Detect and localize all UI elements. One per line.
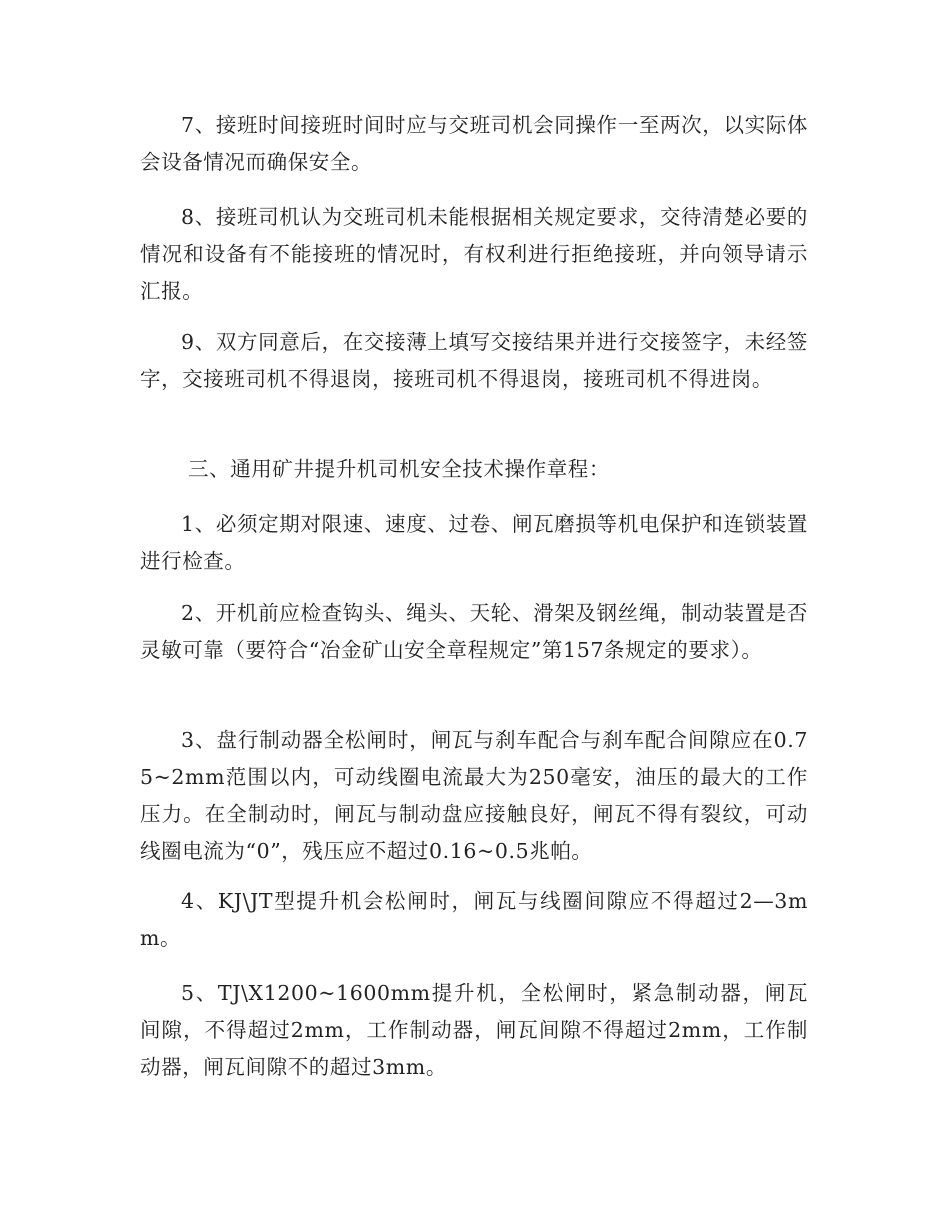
paragraph-item-4: 4、KJ\JT型提升机会松闸时，闸瓦与线圈间隙应不得超过2—3mm。 bbox=[140, 889, 808, 950]
paragraph-item-2: 2、开机前应检查钩头、绳头、天轮、滑架及钢丝绳，制动装置是否灵敏可靠（要符合“冶金矿山安全章程规定”第157条规定的要求）。 bbox=[140, 601, 808, 662]
paragraph-item-5: 5、TJ\X1200~1600mm提升机，全松闸时，紧急制动器，闸瓦间隙，不得超过2mm，工作制动器，闸瓦间隙不得超过2mm，工作制动器，闸瓦间隙不的超过3mm。 bbox=[140, 981, 808, 1079]
section-heading: 三、通用矿井提升机司机安全技术操作章程： bbox=[188, 457, 610, 481]
paragraph-item-1: 1、必须定期对限速、速度、过卷、闸瓦磨损等机电保护和连锁装置进行检查。 bbox=[140, 512, 808, 573]
paragraph-item-3: 3、盘行制动器全松闸时，闸瓦与刹车配合与刹车配合间隙应在0.75~2mm范围以内，可动线圈电流最大为250毫安，油压的最大的工作压力。在全制动时，闸瓦与制动盘应接触良好，闸瓦不得有裂纹，可动线圈电流为“0”，残压应不超过0.16~0.5兆帕。 bbox=[140, 728, 808, 863]
paragraph-item-7: 7、接班时间接班时间时应与交班司机会同操作一至两次，以实际体会设备情况而确保安全。 bbox=[140, 113, 808, 174]
paragraph-item-9: 9、双方同意后，在交接薄上填写交接结果并进行交接签字，未经签字，交接班司机不得退岗，接班司机不得退岗，接班司机不得进岗。 bbox=[140, 330, 808, 391]
paragraph-item-8: 8、接班司机认为交班司机未能根据相关规定要求，交待清楚必要的情况和设备有不能接班的情况时，有权利进行拒绝接班，并向领导请示汇报。 bbox=[140, 205, 808, 303]
